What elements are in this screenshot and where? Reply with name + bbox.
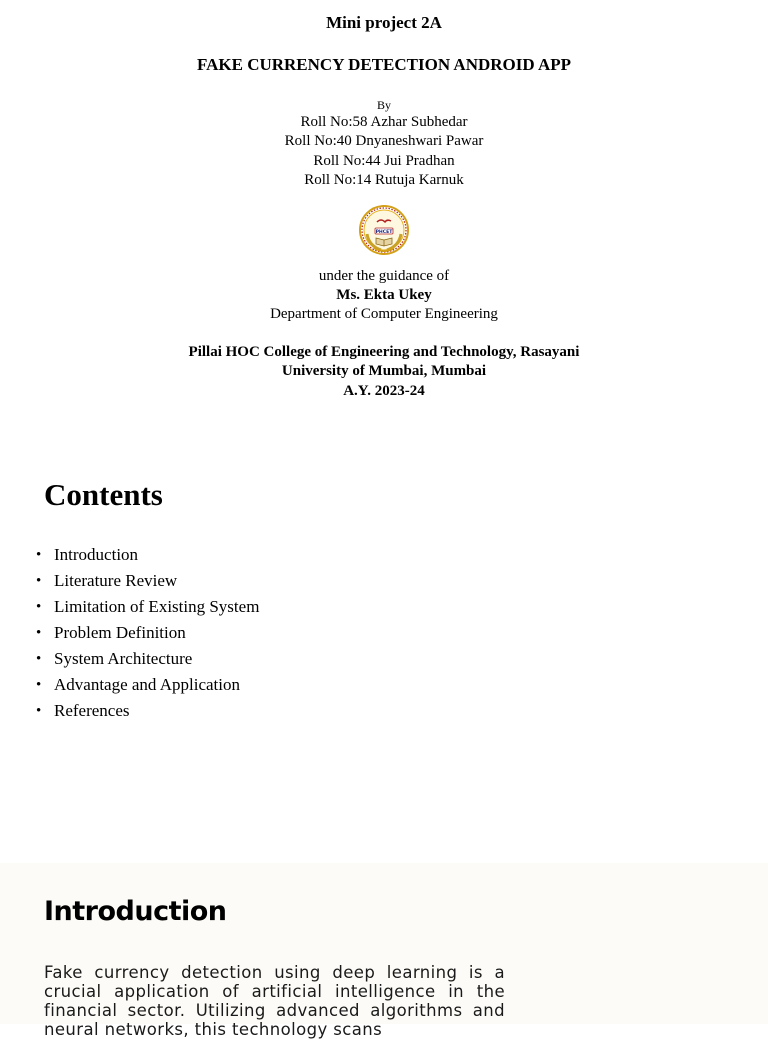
guidance-line: under the guidance of bbox=[318, 268, 450, 284]
contents-item-problem-definition bbox=[36, 620, 259, 646]
project-subtitle: FAKE CURRENCY DETECTION ANDROID APP bbox=[196, 55, 572, 74]
contents-item-advantage bbox=[36, 672, 259, 698]
guide-name: Ms. Ekta Ukey bbox=[336, 287, 432, 303]
introduction-paragraph: Fake currency detection using deep learning is a crucial application of artificial intelligence in the financial sector. Utilizing advanced algorithms and neural networks, this technology scans bbox=[44, 963, 505, 1039]
contents-item-references bbox=[36, 698, 259, 724]
contents-list bbox=[36, 542, 259, 724]
contents-item-label: References bbox=[54, 701, 130, 720]
contents-item-label: Introduction bbox=[54, 545, 139, 564]
contents-item-label: Advantage and Application bbox=[54, 675, 241, 694]
project-title: Mini project 2A bbox=[326, 13, 442, 32]
bullet-icon: • bbox=[36, 677, 42, 693]
introduction-heading: Introduction bbox=[44, 896, 227, 927]
contents-item-introduction bbox=[36, 542, 259, 568]
introduction-slide bbox=[0, 863, 768, 1039]
title-slide bbox=[0, 0, 768, 430]
contents-item-label: Limitation of Existing System bbox=[54, 597, 260, 616]
author-item: Roll No:40 Dnyaneshwari Pawar bbox=[284, 133, 484, 150]
logo-text: PHCET bbox=[375, 230, 393, 235]
college-name: Pillai HOC College of Engineering and Technology, Rasayani bbox=[188, 344, 580, 360]
contents-item-label: System Architecture bbox=[54, 649, 193, 668]
by-label: By bbox=[376, 98, 391, 112]
author-item: Roll No:14 Rutuja Karnuk bbox=[304, 171, 464, 188]
academic-year: A.Y. 2023-24 bbox=[343, 383, 425, 399]
department-name: Department of Computer Engineering bbox=[270, 306, 498, 322]
author-item: Roll No:58 Azhar Subhedar bbox=[300, 114, 468, 130]
bullet-icon: • bbox=[36, 625, 42, 641]
contents-item-label: Problem Definition bbox=[54, 623, 186, 642]
contents-item-limitation bbox=[36, 594, 259, 620]
contents-item-system-architecture bbox=[36, 646, 259, 672]
bullet-icon: • bbox=[36, 651, 42, 667]
author-item: Roll No:44 Jui Pradhan bbox=[313, 152, 455, 169]
bullet-icon: • bbox=[36, 599, 42, 615]
contents-slide bbox=[0, 430, 768, 863]
contents-item-label: Literature Review bbox=[54, 571, 178, 590]
university-name: University of Mumbai, Mumbai bbox=[281, 363, 487, 379]
bullet-icon: • bbox=[36, 547, 42, 563]
bullet-icon: • bbox=[36, 573, 42, 589]
author-list bbox=[0, 113, 768, 190]
contents-item-literature-review bbox=[36, 568, 259, 594]
bullet-icon: • bbox=[36, 703, 42, 719]
contents-heading: Contents bbox=[44, 477, 163, 512]
college-logo-icon bbox=[357, 204, 411, 258]
